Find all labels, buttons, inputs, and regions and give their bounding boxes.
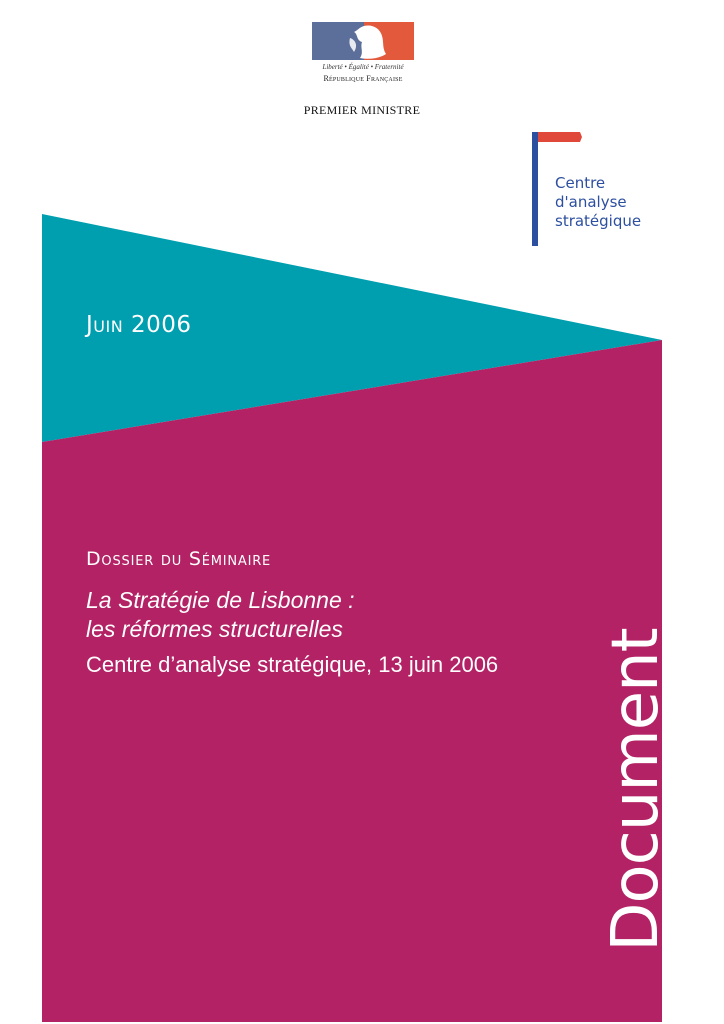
document-type-label: Document	[599, 628, 673, 952]
centre-logo-line3: stratégique	[555, 212, 642, 230]
republic-motto: Liberté • Égalité • Fraternité	[322, 63, 404, 71]
document-subtitle: Centre d’analyse stratégique, 13 juin 2006	[86, 652, 499, 677]
document-title	[86, 586, 566, 644]
republique-francaise-logo	[312, 22, 414, 90]
centre-logo-text	[555, 174, 641, 231]
ministry-label: PREMIER MINISTRE	[303, 103, 421, 117]
magenta-panel	[42, 340, 662, 1022]
centre-logo-line2: d'analyse	[555, 193, 627, 211]
marianne-profile-icon	[342, 24, 398, 60]
title-line-2: les réformes structurelles	[86, 616, 343, 642]
centre-analyse-strategique-logo	[530, 128, 680, 248]
series-label: Dossier du Séminaire	[86, 548, 272, 570]
publication-date: Juin 2006	[86, 312, 192, 338]
republic-name: République Française	[323, 74, 403, 83]
centre-logo-line1: Centre	[555, 174, 606, 192]
title-line-1: La Stratégie de Lisbonne :	[86, 587, 355, 613]
